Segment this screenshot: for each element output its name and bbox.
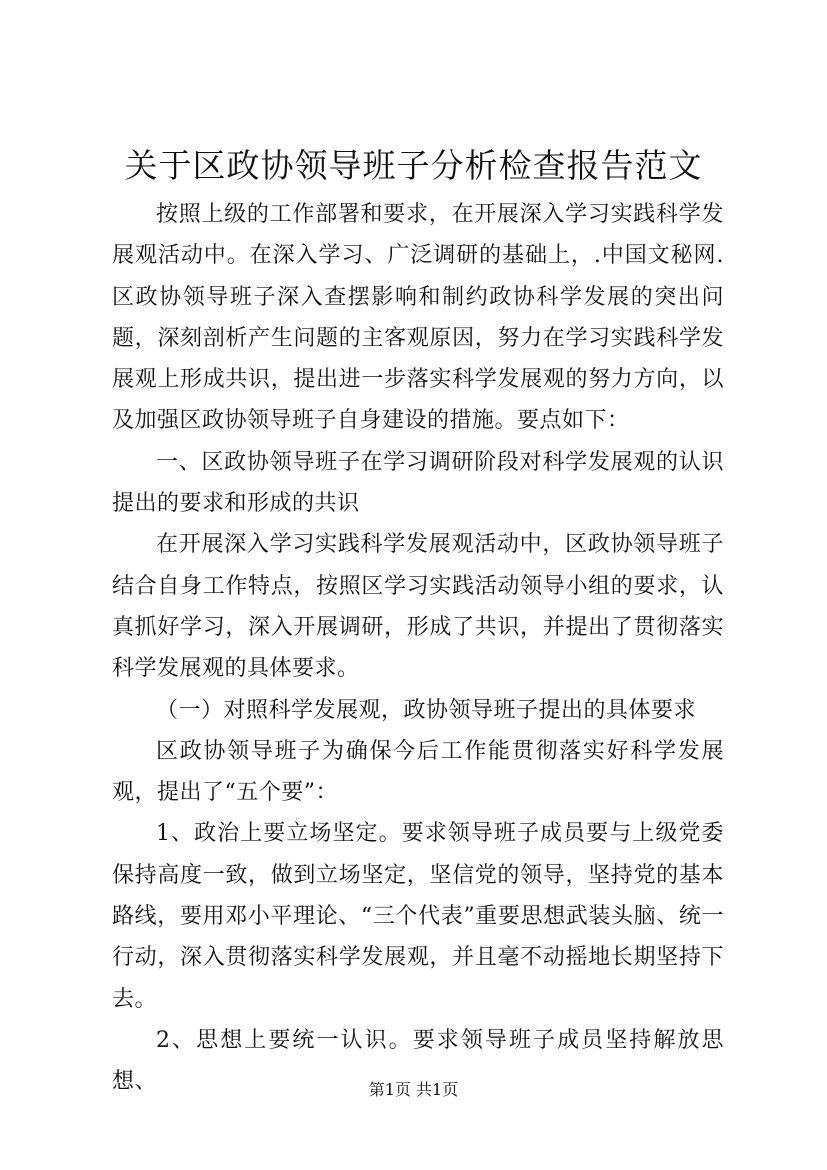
list-item-1: 1、政治上要立场坚定。要求领导班子成员要与上级党委保持高度一致，做到立场坚定，坚信党的领导，坚持党的基本路线，要用邓小平理论、“三个代表”重要思想武装头脑、统一行动，深入贯彻落实科学发展观，并且毫不动摇地长期坚持下去。 bbox=[112, 821, 724, 1012]
document-title: 关于区政协领导班子分析检查报告范文 bbox=[124, 146, 703, 185]
document-body bbox=[112, 194, 724, 1103]
paragraph-five-requirements: 区政协领导班子为确保今后工作能贯彻落实好科学发展观，提出了“五个要”： bbox=[112, 738, 724, 806]
page-footer: 第1页 共1页 bbox=[368, 1080, 459, 1099]
subsection-heading-1: （一）对照科学发展观，政协领导班子提出的具体要求 bbox=[156, 697, 697, 723]
list-item-2: 2、思想上要统一认识。要求领导班子成员坚持解放思想、 bbox=[112, 1027, 724, 1095]
paragraph-intro: 按照上级的工作部署和要求，在开展深入学习实践科学发展观活动中。在深入学习、广泛调研的基础上，.中国文秘网.区政协领导班子深入查摆影响和制约政协科学发展的突出问题，深刻剖析产生问题的主客观原因，努力在学习实践科学发展观上形成共识，提出进一步落实科学发展观的努力方向，以及加强区政协领导班子自身建设的措施。要点如下： bbox=[112, 202, 724, 434]
section-heading-1: 一、区政协领导班子在学习调研阶段对科学发展观的认识提出的要求和形成的共识 bbox=[112, 449, 724, 517]
paragraph-section-1: 在开展深入学习实践科学发展观活动中，区政协领导班子结合自身工作特点，按照区学习实践活动领导小组的要求，认真抓好学习，深入开展调研，形成了共识，并提出了贯彻落实科学发展观的具体要求。 bbox=[112, 532, 724, 682]
